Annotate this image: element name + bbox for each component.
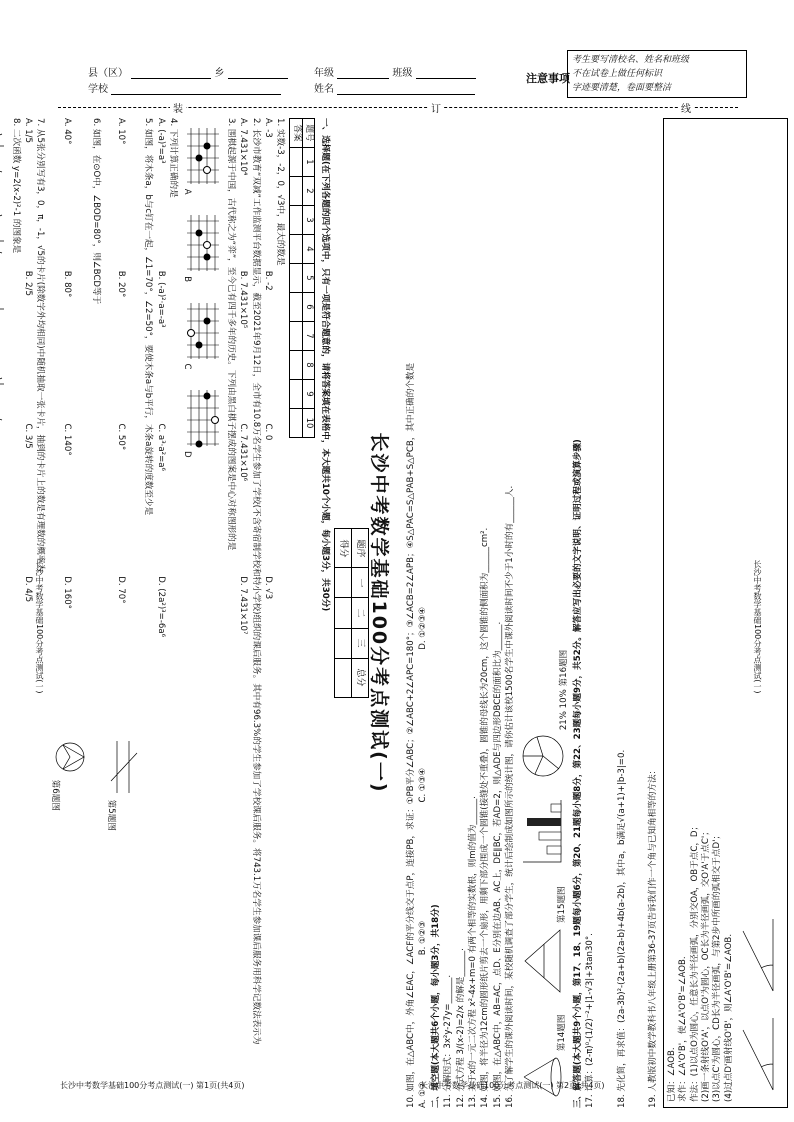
score-header: 三 bbox=[351, 628, 368, 658]
answer-table bbox=[289, 118, 315, 438]
question-6-options bbox=[47, 118, 89, 1108]
question-17: 17. 计算：(2-π)⁰-(1/2)⁻²+|1-√3|+3tan30°. bbox=[585, 933, 596, 1108]
binding-line bbox=[58, 101, 738, 113]
angle-figure bbox=[737, 1014, 781, 1094]
notice-line: 不在试卷上做任何标识 bbox=[572, 69, 663, 79]
answer-cell[interactable] bbox=[290, 322, 302, 351]
angle-figure bbox=[737, 915, 781, 995]
score-header: 题序 bbox=[351, 529, 368, 568]
go-board-figure bbox=[181, 213, 221, 282]
option[interactable]: B. 80° bbox=[62, 270, 73, 298]
option[interactable]: B. 2/5 bbox=[23, 270, 34, 296]
question-19: 19. 人教版初中数学教科书八年级上册第36-37页告诉我们作一个角与已知角相等的方法： bbox=[648, 765, 659, 1108]
parabola-figure bbox=[0, 207, 6, 270]
score-table bbox=[334, 528, 369, 697]
answer-cell[interactable] bbox=[290, 351, 302, 380]
score-cell[interactable] bbox=[334, 598, 351, 628]
construction-line: (4)过点D'画射线O'B'，则∠A'O'B'=∠AOB. bbox=[723, 933, 734, 1102]
option[interactable]: D. 4/5 bbox=[23, 576, 34, 603]
answer-space[interactable] bbox=[629, 118, 647, 1108]
page-title: 长沙中考数学基础100分考点测试(一) bbox=[368, 432, 390, 794]
option[interactable]: A. 10° bbox=[116, 118, 127, 145]
option[interactable]: A. 40° bbox=[62, 118, 73, 145]
option[interactable]: D. 160° bbox=[62, 576, 73, 609]
option[interactable]: A. 7.431×10⁴ bbox=[238, 118, 249, 176]
option[interactable]: C. ①③④ bbox=[418, 767, 429, 803]
figure-caption: 第5题图 bbox=[105, 799, 116, 831]
figure-caption: 第16题图 bbox=[558, 649, 569, 687]
question-14: 14. 如图，将半径为12cm的圆形纸片剪去一个扇形，用剩下部分围成一个圆锥(接缝处不重叠)，圆锥的母线长为20cm，这个圆锥的侧面积为______cm². bbox=[480, 527, 491, 1108]
answer-space[interactable] bbox=[598, 118, 616, 1108]
question-10-options bbox=[418, 118, 429, 1108]
option[interactable]: D. 70° bbox=[116, 576, 127, 604]
construction-line: 已知：∠AOB. bbox=[666, 1047, 677, 1102]
question-2-options bbox=[237, 118, 248, 1108]
question-1-options bbox=[262, 118, 273, 1108]
option[interactable]: D. √3 bbox=[262, 576, 273, 600]
option[interactable]: C. 7.431×10⁶ bbox=[238, 423, 249, 482]
left-page bbox=[10, 118, 390, 1108]
score-cell[interactable] bbox=[334, 658, 351, 697]
score-cell[interactable] bbox=[334, 568, 351, 598]
answer-row-label: 题号 bbox=[302, 119, 314, 148]
county-field[interactable] bbox=[88, 64, 288, 79]
option[interactable]: B bbox=[182, 276, 193, 282]
question-5: 5. 如图，将木条a，b与c钉在一起，∠1=70°，∠2=50°，要使木条a与b平行，木条a旋转的度数至少是 bbox=[143, 118, 154, 516]
county-label: 县（区） bbox=[88, 68, 128, 79]
answer-number: 2 bbox=[302, 177, 314, 206]
left-footer: 长沙中考数学基础100分考点测试(一) 第1页(共4页) bbox=[60, 1081, 245, 1090]
option[interactable]: C. 3/5 bbox=[23, 423, 34, 449]
construction-line: (2)画一条射线O'A'，以点O'为圆心，OC长为半径画弧，交O'A'于点C'； bbox=[700, 827, 711, 1102]
option[interactable]: D. 7.431×10⁷ bbox=[238, 576, 249, 635]
option[interactable]: B. (-a)²·a=-a³ bbox=[155, 270, 166, 328]
option[interactable]: A. (-a)³=a³ bbox=[155, 118, 166, 164]
option[interactable]: B. 20° bbox=[116, 270, 127, 298]
question-15: 15. 如图，在△ABC中，AB=AC，点D、E分别在边AB、AC上，DE∥BC，若AD=2，则△ADE与四边形DBCE的面积比为______. bbox=[492, 621, 503, 1108]
section-heading: 二、填空题(本大题共6个小题，每小题3分，共18分) bbox=[430, 904, 441, 1108]
option[interactable]: A. -3 bbox=[262, 118, 273, 138]
name-field[interactable] bbox=[314, 80, 475, 95]
right-footer: 长沙中考数学基础100分考点测试(一) 第2页(共4页) bbox=[420, 1081, 605, 1090]
question-3-figures bbox=[179, 118, 223, 1108]
option[interactable]: B. 7.431×10⁵ bbox=[238, 270, 249, 329]
notice-box bbox=[567, 50, 747, 98]
pie-label: 10% bbox=[558, 689, 569, 709]
question-8-figures bbox=[0, 118, 8, 1108]
right-page-content bbox=[405, 118, 735, 1108]
binding-mark: 线 bbox=[678, 100, 694, 115]
option[interactable]: A. ①② bbox=[418, 1081, 429, 1108]
score-header: 总分 bbox=[351, 658, 368, 697]
option[interactable]: D. (2a²)³=-6a⁶ bbox=[155, 576, 166, 638]
parabola-figure bbox=[0, 370, 6, 433]
answer-number: 9 bbox=[302, 380, 314, 409]
score-header: 二 bbox=[351, 598, 368, 628]
parabola-figure bbox=[0, 289, 6, 352]
question-10: 10. 如图，在△ABC中，外角∠EAC，∠ACF的平分线交于点P，连接PB，求证：①PB平分∠ABC；②∠ABC+2∠APC=180°；③∠ACB=2∠APB；④S△PAC=S△PAB+S△PCB，其中正确的个数是 bbox=[406, 362, 416, 1108]
left-page-content bbox=[10, 118, 390, 1108]
grade-field[interactable] bbox=[314, 64, 476, 79]
figure-caption: 第6题图 bbox=[49, 779, 60, 811]
answer-cell[interactable] bbox=[290, 148, 302, 177]
option[interactable]: C bbox=[182, 363, 193, 370]
question-3: 3. 围棋起源于中国，古代称之为“弈”，至今已有四千多年的历史。下列由黑白棋子摆成的图案是中心对称图形的是 bbox=[225, 118, 236, 551]
question-18: 18. 先化简，再求值：(2a-3b)²-(2a+b)(2a-b)+4b(a-2b)，其中a，b满足√(a+1)+|b-3|=0. bbox=[616, 749, 627, 1108]
question-2: 2. 长沙市教育“双减”工作监测平台数据显示，截至2021年9月12日，全市有10.8万名学生参加了学校(不含寄宿制学校和特小学校)组织的课后服务。其中有96.3%的学生参加了学校课后服务。将743.1万名学生参加课后服务用科学记数法表示为 bbox=[250, 118, 261, 1045]
score-row-label: 得分 bbox=[334, 529, 351, 568]
answer-cell[interactable] bbox=[290, 380, 302, 409]
answer-number: 6 bbox=[302, 293, 314, 322]
question-8: 8. 二次函数 y=2(x-2)²-1 的图象是 bbox=[10, 118, 21, 254]
question-11: 11. 分解因式：3x²y-27y=______. bbox=[443, 974, 454, 1108]
option[interactable]: C. 0 bbox=[262, 423, 273, 441]
answer-cell[interactable] bbox=[290, 206, 302, 235]
go-board-figure bbox=[181, 126, 221, 195]
option[interactable]: A. 1/5 bbox=[23, 118, 34, 144]
construction-line: 求作：∠A'O'B'，使∠A'O'B'=∠AOB. bbox=[678, 956, 689, 1102]
construction-line: (3)以点C'为圆心，CD长为半径画弧，与第2步中所画的弧相交于点D'； bbox=[712, 830, 723, 1102]
section-heading: 三、解答题(本大题共9个小题，第17、18、19题每小题6分，第20、21题每小题8分，第22、23题每小题9分，共52分。解答应写出必要的文字说明、证明过程或演算步骤) bbox=[573, 439, 584, 1108]
answer-cell[interactable] bbox=[290, 409, 302, 438]
notice-line: 考生要写清校名、姓名和班级 bbox=[572, 55, 690, 65]
answer-cell[interactable] bbox=[290, 264, 302, 293]
option[interactable]: B. -2 bbox=[262, 270, 273, 291]
question-1: 1. 实数-3，-2，0，√3中，最大的数是 bbox=[275, 118, 286, 266]
question-13: 13. 关于x的一元二次方程 x²-4x+m=0 有两个相等的实数根，则m的值为______. bbox=[468, 796, 479, 1108]
answer-number: 8 bbox=[302, 351, 314, 380]
answer-number: 3 bbox=[302, 206, 314, 235]
notice-title: 注意事项 bbox=[526, 72, 570, 85]
binding-mark: 装 bbox=[170, 100, 186, 115]
school-label: 学校 bbox=[88, 84, 108, 95]
figure-16-pie bbox=[520, 650, 570, 779]
question-6: 6. 如图，在⊙O中，∠BOD=80°，则∠BCD等于 bbox=[91, 118, 102, 305]
figure-caption: 第14题图 bbox=[556, 1014, 567, 1052]
answer-cell[interactable] bbox=[290, 293, 302, 322]
question-5-options bbox=[102, 118, 140, 1108]
figure-15 bbox=[522, 886, 568, 995]
option[interactable]: C. 140° bbox=[62, 423, 73, 456]
question-4: 4. 下列计算正确的是 bbox=[167, 118, 178, 198]
option[interactable]: C. 50° bbox=[116, 423, 127, 451]
answer-cell[interactable] bbox=[290, 235, 302, 264]
answer-number: 5 bbox=[302, 264, 314, 293]
right-side-label: 长沙中考数学基础100分考点测试(一) bbox=[753, 560, 762, 694]
answer-number: 1 bbox=[302, 148, 314, 177]
question-4-options bbox=[154, 118, 165, 1108]
figure-5 bbox=[104, 737, 138, 831]
question-12: 12. 分式方程 3/(x-2)=2/x 的解是______. bbox=[455, 948, 466, 1108]
answer-number: 7 bbox=[302, 322, 314, 351]
question-16: 16. 为了解学生的课外阅读时间，某校随机调查了部分学生，统计后绘制成如图所示的统计图，请你估计该校1500名学生中课外阅读时间不少于1小时的有______人. bbox=[505, 485, 516, 1108]
name-label: 姓名 bbox=[314, 84, 334, 95]
notice-line: 字迹要清楚，卷面要整洁 bbox=[572, 83, 672, 93]
question-7-options bbox=[22, 118, 33, 1108]
option[interactable]: B. ①②③ bbox=[418, 920, 429, 956]
pie-label: 21% bbox=[558, 711, 569, 731]
town-label: 乡 bbox=[214, 68, 225, 79]
figure-6 bbox=[49, 737, 87, 811]
school-field[interactable] bbox=[88, 80, 281, 95]
answer-row-label: 答案 bbox=[290, 119, 302, 148]
score-header: 一 bbox=[351, 568, 368, 598]
score-cell[interactable] bbox=[334, 628, 351, 658]
option[interactable]: D. ①②③④ bbox=[418, 606, 429, 650]
option[interactable]: C. a³·a²=a⁶ bbox=[155, 423, 166, 471]
question-7: 7. 从5张分别写有3，0，π，-1，√5的卡片(除数字外均相同)中随机抽取一张卡片，抽到的卡片上的数是有理数的概率为 bbox=[35, 118, 46, 573]
option[interactable]: D bbox=[182, 450, 193, 458]
construction-line: 作法：(1)以点O为圆心，任意长为半径画弧，分别交OA，OB于点C，D； bbox=[689, 821, 700, 1102]
binding-mark: 订 bbox=[428, 100, 444, 115]
go-board-figure bbox=[181, 388, 221, 457]
construction-box bbox=[663, 118, 788, 1108]
answer-number: 4 bbox=[302, 235, 314, 264]
answer-cell[interactable] bbox=[290, 177, 302, 206]
left-side-label: 长沙中考数学基础100分考点测试(一) bbox=[35, 560, 44, 694]
figures-14-16 bbox=[518, 118, 572, 1108]
parabola-figure bbox=[0, 126, 6, 189]
right-page bbox=[405, 118, 735, 1108]
grade-label: 年级 bbox=[314, 68, 334, 79]
figure-16-bar bbox=[521, 798, 569, 868]
answer-number: 10 bbox=[302, 409, 314, 438]
option[interactable]: A bbox=[182, 188, 193, 195]
section-heading: 一、选择题(在下列各题的四个选项中，只有一项是符合题意的，请将答案填在表格中，本大题共10个小题，每小题3分，共30分) bbox=[319, 118, 330, 612]
go-board-figure bbox=[181, 301, 221, 370]
figure-caption: 第15题图 bbox=[556, 886, 567, 924]
class-label: 班级 bbox=[392, 68, 413, 79]
